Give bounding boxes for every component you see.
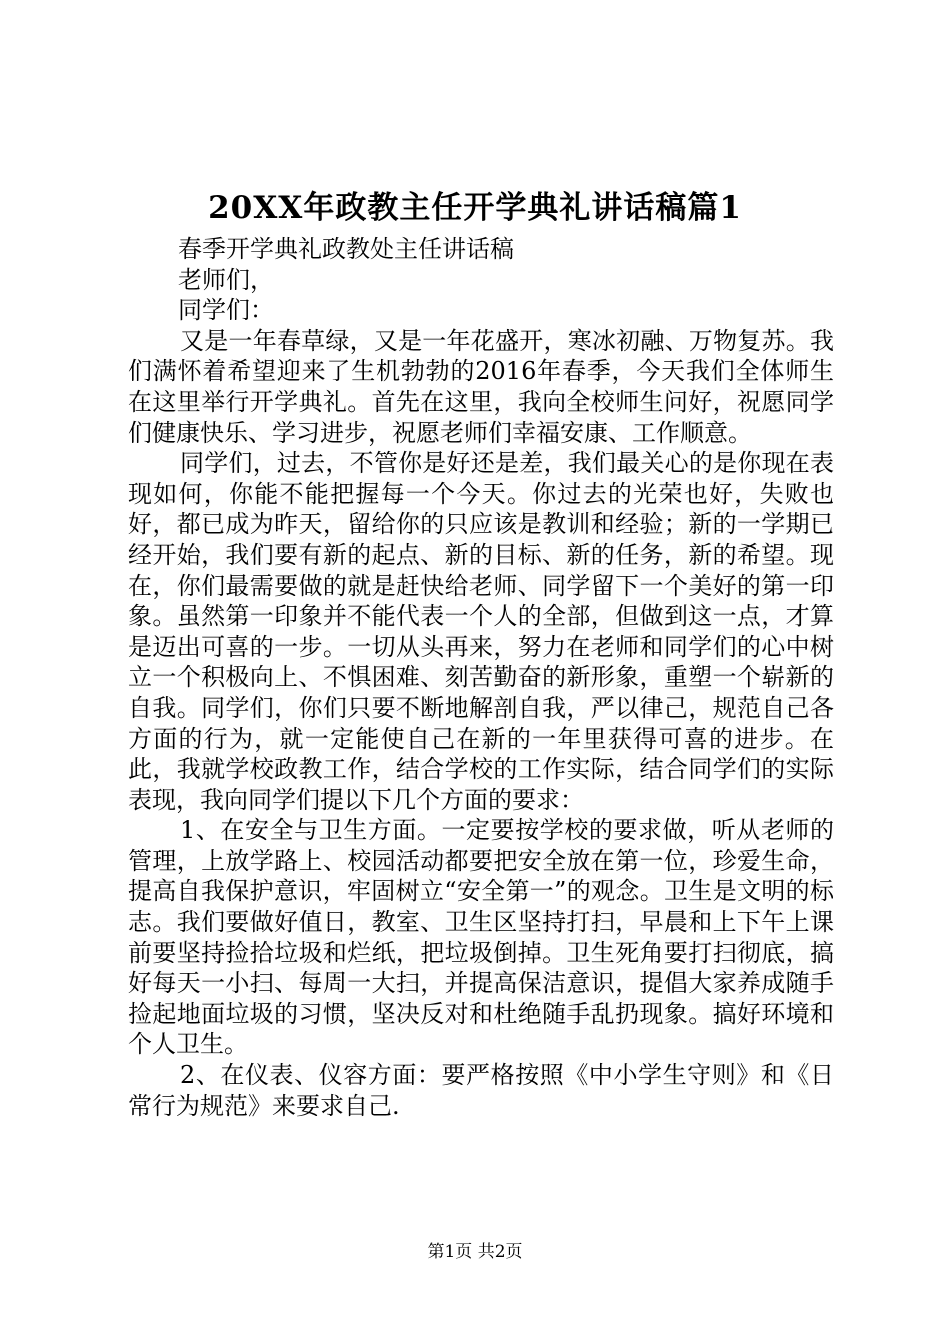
- document-title: 20XX年政教主任开学典礼讲话稿篇1: [208, 190, 742, 226]
- page-footer: 第1页 共2页: [427, 1242, 523, 1262]
- paragraph-safety-hygiene: 1、在安全与卫生方面。一定要按学校的要求做，听从老师的管理，上放学路上、校园活动都要把安全放在第一位，珍爱生命，提高自我保护意识，牢固树立“安全第一”的观念。卫生是文明的标志。我们要做好值日，教室、卫生区坚持打扫，早晨和上下午上课前要坚持捡拾垃圾和烂纸，把垃圾倒掉。卫生死角要打扫彻底，搞好每天一小扫、每周一大扫，并提高保洁意识，提倡大家养成随手捡起地面垃圾的习惯，坚决反对和杜绝随手乱扔现象。搞好环境和个人卫生。: [128, 816, 834, 1059]
- salutation-students: 同学们：: [178, 296, 274, 325]
- paragraph-opening: 又是一年春草绿，又是一年花盛开，寒冰初融、万物复苏。我们满怀着希望迎来了生机勃勃的2016年春季，今天我们全体师生在这里举行开学典礼。首先在这里，我向全校师生问好，祝愿同学们健康快乐、学习进步，祝愿老师们幸福安康、工作顺意。: [128, 326, 834, 447]
- document-body: [128, 234, 834, 1121]
- paragraph-appearance: 2、在仪表、仪容方面：要严格按照《中小学生守则》和《日常行为规范》来要求自己.: [128, 1061, 834, 1120]
- paragraph-expectations: 同学们，过去，不管你是好还是差，我们最关心的是你现在表现如何，你能不能把握每一个今天。你过去的光荣也好，失败也好，都已成为昨天，留给你的只应该是教训和经验；新的一学期已经开始，我们要有新的起点、新的目标、新的任务，新的希望。现在，你们最需要做的就是赶快给老师、同学留下一个美好的第一印象。虽然第一印象并不能代表一个人的全部，但做到这一点，才算是迈出可喜的一步。一切从头再来，努力在老师和同学们的心中树立一个积极向上、不惧困难、刻苦勤奋的新形象，重塑一个崭新的自我。同学们，你们只要不断地解剖自我，严以律己，规范自己各方面的行为，就一定能使自己在新的一年里获得可喜的进步。在此，我就学校政教工作，结合学校的工作实际，结合同学们的实际表现，我向同学们提以下几个方面的要求：: [128, 449, 834, 814]
- document-subtitle: 春季开学典礼政教处主任讲话稿: [178, 235, 514, 263]
- salutation-teachers: 老师们，: [178, 265, 274, 294]
